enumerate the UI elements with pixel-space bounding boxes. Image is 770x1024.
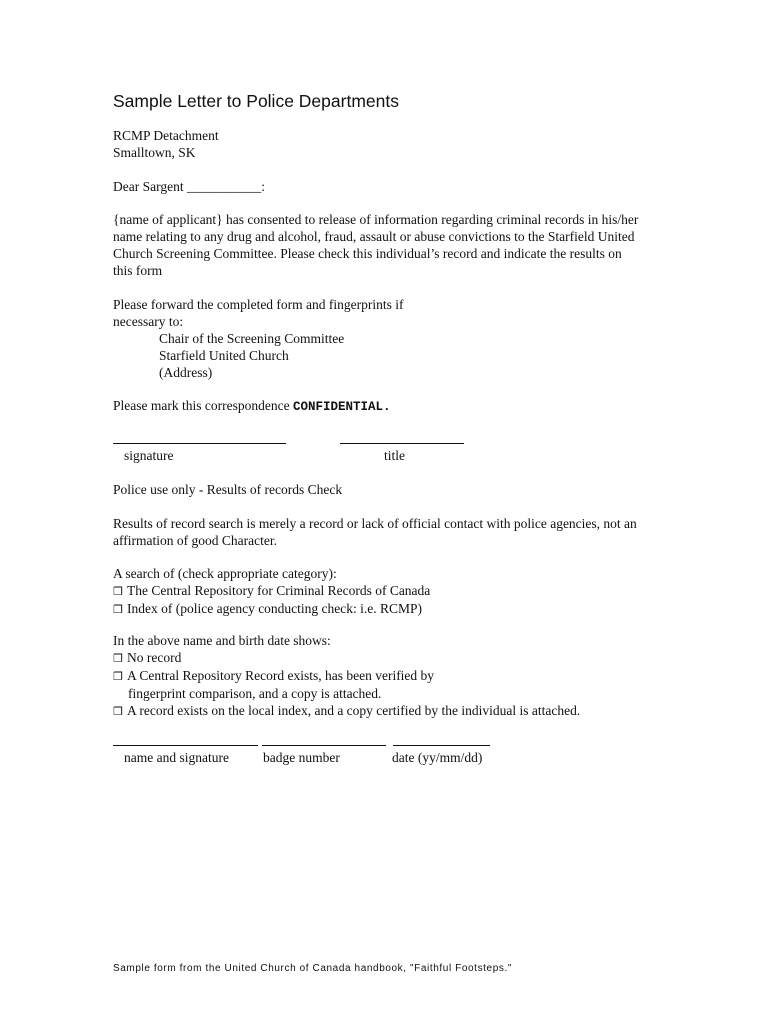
- search-option-index[interactable]: [113, 600, 430, 618]
- forward-block: [113, 296, 404, 381]
- disclaimer: [113, 515, 673, 549]
- checkbox-icon[interactable]: ❒: [113, 670, 123, 683]
- body-paragraph: [113, 211, 673, 279]
- address-block: [113, 127, 219, 161]
- option-label: The Central Repository for Criminal Records of Canada: [127, 583, 431, 598]
- disclaimer-line: Results of record search is merely a record or lack of official contact with police agencies, not an: [113, 516, 637, 531]
- paragraph-line: Church Screening Committee. Please check this individual’s record and indicate the results on: [113, 246, 622, 261]
- checkbox-icon[interactable]: ❒: [113, 705, 123, 718]
- address-line: RCMP Detachment: [113, 128, 219, 143]
- search-section: [113, 565, 430, 618]
- search-heading: A search of (check appropriate category):: [113, 566, 337, 581]
- paragraph-line: this form: [113, 263, 163, 278]
- footer-note: Sample form from the United Church of Canada handbook, "Faithful Footsteps.": [113, 963, 512, 974]
- results-heading: In the above name and birth date shows:: [113, 633, 331, 648]
- result-option-repository-record[interactable]: [113, 667, 580, 685]
- name-signature-label: name and signature: [124, 750, 229, 765]
- confidential-word: CONFIDENTIAL.: [292, 400, 391, 414]
- result-option-no-record[interactable]: [113, 649, 580, 667]
- forward-line: Please forward the completed form and fingerprints if: [113, 297, 404, 312]
- recipient-line: (Address): [159, 365, 213, 380]
- option-label: Index of (police agency conducting check: i.e. RCMP): [127, 601, 423, 616]
- checkbox-icon[interactable]: ❒: [113, 652, 123, 665]
- badge-number-line[interactable]: [262, 745, 386, 746]
- forward-line: necessary to:: [113, 314, 184, 329]
- option-label: A Central Repository Record exists, has been verified by: [127, 668, 435, 683]
- date-line[interactable]: [393, 745, 490, 746]
- name-signature-line[interactable]: [113, 745, 258, 746]
- salutation: Dear Sargent ___________:: [113, 179, 265, 194]
- signature-label: signature: [124, 448, 174, 463]
- confidential-note: [113, 397, 390, 416]
- checkbox-icon[interactable]: ❒: [113, 603, 123, 616]
- confidential-prefix: Please mark this correspondence: [113, 398, 293, 413]
- option-continuation: fingerprint comparison, and a copy is attached.: [128, 686, 382, 701]
- result-option-local-index[interactable]: [113, 702, 580, 720]
- police-use-heading: Police use only - Results of records Check: [113, 482, 343, 497]
- checkbox-icon[interactable]: ❒: [113, 585, 123, 598]
- option-label: No record: [127, 650, 182, 665]
- badge-number-label: badge number: [263, 750, 340, 765]
- paragraph-line: {name of applicant} has consented to release of information regarding criminal records in his/her: [113, 212, 639, 227]
- results-section: [113, 632, 580, 720]
- date-label: date (yy/mm/dd): [392, 750, 483, 765]
- recipient-line: Chair of the Screening Committee: [159, 331, 345, 346]
- recipient-line: Starfield United Church: [159, 348, 289, 363]
- title-label: title: [384, 448, 405, 463]
- address-line: Smalltown, SK: [113, 145, 196, 160]
- paragraph-line: name relating to any drug and alcohol, fraud, assault or abuse convictions to the Starfield United: [113, 229, 635, 244]
- disclaimer-line: affirmation of good Character.: [113, 533, 277, 548]
- title-line[interactable]: [340, 443, 464, 444]
- option-label: A record exists on the local index, and a copy certified by the individual is attached.: [127, 703, 581, 718]
- page-title: Sample Letter to Police Departments: [113, 91, 399, 111]
- search-option-repository[interactable]: [113, 582, 430, 600]
- signature-line[interactable]: [113, 443, 286, 444]
